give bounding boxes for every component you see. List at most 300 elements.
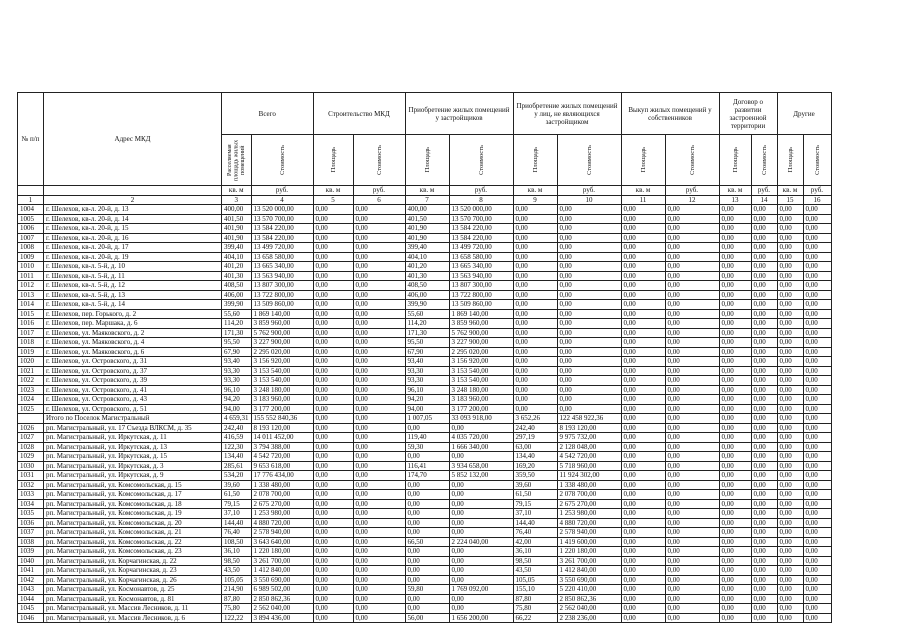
value-cell: 13 509 860,00 xyxy=(251,300,313,310)
value-cell: 0,00 xyxy=(557,328,621,338)
value-cell: 0,00 xyxy=(665,461,719,471)
value-cell: 0,00 xyxy=(751,309,777,319)
table-row xyxy=(18,499,832,509)
value-cell: 0,00 xyxy=(665,290,719,300)
row-number-cell: 1038 xyxy=(18,537,44,547)
address-cell: г. Шелехов, ул. Островского, д. 43 xyxy=(44,395,222,405)
address-cell: рп. Магистральный, ул. Иркутская, д. 15 xyxy=(44,452,222,462)
address-cell: рп. Магистральный, ул. Комсомольская, д. 22 xyxy=(44,537,222,547)
value-cell: 3 227 900,00 xyxy=(449,338,513,348)
value-cell: 13 520 000,00 xyxy=(251,205,313,215)
value-cell: 13 658 580,00 xyxy=(449,252,513,262)
value-cell: 13 570 700,00 xyxy=(251,214,313,224)
value-cell: 0,00 xyxy=(777,404,803,414)
table-row xyxy=(18,556,832,566)
value-cell: 0,00 xyxy=(313,319,353,329)
value-cell: 0,00 xyxy=(665,243,719,253)
value-cell: 0,00 xyxy=(405,566,449,576)
value-cell: 0,00 xyxy=(513,385,557,395)
value-cell: 0,00 xyxy=(665,423,719,433)
value-cell: 0,00 xyxy=(513,224,557,234)
column-number: 11 xyxy=(621,195,665,205)
subheader-area-text: Площадь xyxy=(731,147,739,173)
value-cell: 0,00 xyxy=(803,613,831,623)
row-number-cell: 1005 xyxy=(18,214,44,224)
value-cell: 0,00 xyxy=(513,328,557,338)
value-cell: 0,00 xyxy=(513,290,557,300)
subheader-cost xyxy=(353,135,405,186)
value-cell: 0,00 xyxy=(751,328,777,338)
value-cell: 0,00 xyxy=(557,366,621,376)
value-cell: 169,20 xyxy=(513,461,557,471)
address-cell: рп. Магистральный, ул. 17 Съезда ВЛКСМ, д. 35 xyxy=(44,423,222,433)
value-cell: 0,00 xyxy=(513,262,557,272)
value-cell: 3 261 700,00 xyxy=(251,556,313,566)
value-cell: 0,00 xyxy=(557,233,621,243)
value-cell: 3 652,26 xyxy=(513,414,557,424)
table-row xyxy=(18,575,832,585)
value-cell: 0,00 xyxy=(513,366,557,376)
value-cell: 8 193 120,00 xyxy=(557,423,621,433)
value-cell: 0,00 xyxy=(803,395,831,405)
value-cell: 0,00 xyxy=(313,433,353,443)
value-cell: 0,00 xyxy=(777,604,803,614)
value-cell: 0,00 xyxy=(449,575,513,585)
address-cell: г. Шелехов, ул. Маяковского, д. 2 xyxy=(44,328,222,338)
table-row xyxy=(18,347,832,357)
value-cell: 39,60 xyxy=(222,480,252,490)
value-cell: 0,00 xyxy=(751,566,777,576)
value-cell: 1 253 980,00 xyxy=(251,509,313,519)
unit-area: кв. м xyxy=(513,186,557,196)
value-cell: 401,30 xyxy=(222,271,252,281)
value-cell: 408,50 xyxy=(222,281,252,291)
value-cell: 0,00 xyxy=(621,518,665,528)
value-cell: 0,00 xyxy=(665,433,719,443)
value-cell: 79,15 xyxy=(222,499,252,509)
value-cell: 1 419 600,00 xyxy=(557,537,621,547)
value-cell: 59,80 xyxy=(405,585,449,595)
row-number-cell: 1039 xyxy=(18,547,44,557)
value-cell: 0,00 xyxy=(353,537,405,547)
value-cell: 0,00 xyxy=(313,594,353,604)
value-cell: 0,00 xyxy=(513,347,557,357)
row-number-cell: 1007 xyxy=(18,233,44,243)
value-cell: 155,10 xyxy=(513,585,557,595)
value-cell: 0,00 xyxy=(313,233,353,243)
value-cell: 0,00 xyxy=(621,262,665,272)
value-cell: 0,00 xyxy=(313,461,353,471)
value-cell: 13 584 220,00 xyxy=(449,233,513,243)
row-number-cell: 1019 xyxy=(18,347,44,357)
value-cell: 0,00 xyxy=(803,433,831,443)
row-number-cell: 1016 xyxy=(18,319,44,329)
value-cell: 0,00 xyxy=(353,205,405,215)
value-cell: 401,90 xyxy=(405,224,449,234)
value-cell: 0,00 xyxy=(353,214,405,224)
value-cell: 0,00 xyxy=(557,271,621,281)
value-cell: 2 578 940,00 xyxy=(557,528,621,538)
value-cell: 401,90 xyxy=(222,233,252,243)
value-cell: 0,00 xyxy=(777,471,803,481)
unit-rub: руб. xyxy=(353,186,405,196)
value-cell: 36,10 xyxy=(513,547,557,557)
value-cell: 0,00 xyxy=(777,452,803,462)
value-cell: 0,00 xyxy=(621,366,665,376)
address-cell: г. Шелехов, ул. Островского, д. 51 xyxy=(44,404,222,414)
value-cell: 96,10 xyxy=(405,385,449,395)
value-cell: 0,00 xyxy=(751,575,777,585)
value-cell: 0,00 xyxy=(777,366,803,376)
value-cell: 1 666 340,00 xyxy=(449,442,513,452)
subheader-area xyxy=(313,135,353,186)
value-cell: 0,00 xyxy=(313,423,353,433)
value-cell: 0,00 xyxy=(751,252,777,262)
value-cell: 0,00 xyxy=(557,224,621,234)
table-row xyxy=(18,604,832,614)
value-cell: 0,00 xyxy=(803,205,831,215)
value-cell: 534,20 xyxy=(222,471,252,481)
value-cell: 0,00 xyxy=(777,205,803,215)
value-cell: 0,00 xyxy=(751,205,777,215)
value-cell: 0,00 xyxy=(313,613,353,623)
unit-rub: руб. xyxy=(751,186,777,196)
value-cell: 0,00 xyxy=(665,528,719,538)
column-number: 9 xyxy=(513,195,557,205)
value-cell: 0,00 xyxy=(405,556,449,566)
value-cell: 0,00 xyxy=(803,490,831,500)
value-cell: 0,00 xyxy=(803,556,831,566)
value-cell: 79,15 xyxy=(513,499,557,509)
table-row xyxy=(18,233,832,243)
value-cell: 0,00 xyxy=(353,528,405,538)
value-cell: 0,00 xyxy=(665,442,719,452)
row-number-cell: 1015 xyxy=(18,309,44,319)
address-cell: г. Шелехов, ул. Островского, д. 37 xyxy=(44,366,222,376)
value-cell: 0,00 xyxy=(513,214,557,224)
table-row xyxy=(18,290,832,300)
value-cell: 0,00 xyxy=(313,499,353,509)
value-cell: 0,00 xyxy=(353,300,405,310)
row-number-cell: 1008 xyxy=(18,243,44,253)
value-cell: 37,10 xyxy=(222,509,252,519)
value-cell: 13 584 220,00 xyxy=(251,233,313,243)
table-row xyxy=(18,509,832,519)
row-number-cell: 1042 xyxy=(18,575,44,585)
header-group-development-agreement: Договор о развитии застроенной территории xyxy=(719,93,777,135)
value-cell: 0,00 xyxy=(777,214,803,224)
value-cell: 0,00 xyxy=(621,575,665,585)
value-cell: 0,00 xyxy=(777,385,803,395)
address-cell: рп. Магистральный, ул. Комсомольская, д. 15 xyxy=(44,480,222,490)
value-cell: 0,00 xyxy=(353,243,405,253)
value-cell: 0,00 xyxy=(405,452,449,462)
value-cell: 0,00 xyxy=(719,490,751,500)
value-cell: 0,00 xyxy=(313,281,353,291)
value-cell: 2 675 270,00 xyxy=(557,499,621,509)
address-cell: г. Шелехов, ул. Островского, д. 39 xyxy=(44,376,222,386)
value-cell: 0,00 xyxy=(751,347,777,357)
value-cell: 0,00 xyxy=(751,613,777,623)
table-row xyxy=(18,585,832,595)
value-cell: 0,00 xyxy=(621,414,665,424)
value-cell: 0,00 xyxy=(803,594,831,604)
address-cell: рп. Магистральный, ул. Иркутская, д. 3 xyxy=(44,461,222,471)
value-cell: 0,00 xyxy=(621,566,665,576)
subheader-cost xyxy=(557,135,621,186)
header-group-construction: Строительство МКД xyxy=(313,93,405,135)
value-cell: 0,00 xyxy=(353,471,405,481)
value-cell: 0,00 xyxy=(665,556,719,566)
value-cell: 0,00 xyxy=(665,452,719,462)
row-number-cell: 1011 xyxy=(18,271,44,281)
value-cell: 4 659,31 xyxy=(222,414,252,424)
value-cell: 0,00 xyxy=(719,518,751,528)
value-cell: 0,00 xyxy=(719,338,751,348)
value-cell: 67,90 xyxy=(222,347,252,357)
value-cell: 0,00 xyxy=(803,499,831,509)
unit-area: кв. м xyxy=(719,186,751,196)
row-number-cell: 1014 xyxy=(18,300,44,310)
row-number-cell xyxy=(18,414,44,424)
value-cell: 0,00 xyxy=(803,376,831,386)
value-cell: 0,00 xyxy=(621,423,665,433)
value-cell: 0,00 xyxy=(777,566,803,576)
value-cell: 0,00 xyxy=(665,214,719,224)
value-cell: 406,00 xyxy=(405,290,449,300)
value-cell: 0,00 xyxy=(719,357,751,367)
value-cell: 0,00 xyxy=(353,490,405,500)
value-cell: 416,59 xyxy=(222,433,252,443)
value-cell: 0,00 xyxy=(513,205,557,215)
value-cell: 0,00 xyxy=(665,252,719,262)
value-cell: 0,00 xyxy=(777,290,803,300)
value-cell: 13 509 860,00 xyxy=(449,300,513,310)
value-cell: 0,00 xyxy=(313,347,353,357)
table-row xyxy=(18,528,832,538)
column-number: 8 xyxy=(449,195,513,205)
value-cell: 3 859 960,00 xyxy=(251,319,313,329)
address-cell: г. Шелехов, ул. Маяковского, д. 4 xyxy=(44,338,222,348)
value-cell: 13 563 940,00 xyxy=(251,271,313,281)
value-cell: 36,10 xyxy=(222,547,252,557)
row-number-cell: 1023 xyxy=(18,385,44,395)
value-cell: 0,00 xyxy=(719,423,751,433)
value-cell: 0,00 xyxy=(803,518,831,528)
value-cell: 401,90 xyxy=(405,233,449,243)
value-cell: 61,50 xyxy=(222,490,252,500)
value-cell: 0,00 xyxy=(353,281,405,291)
value-cell: 0,00 xyxy=(405,509,449,519)
value-cell: 0,00 xyxy=(665,585,719,595)
value-cell: 0,00 xyxy=(777,490,803,500)
column-numbers-row xyxy=(18,195,832,205)
value-cell: 155 552 840,36 xyxy=(251,414,313,424)
value-cell: 144,40 xyxy=(222,518,252,528)
value-cell: 0,00 xyxy=(803,300,831,310)
value-cell: 0,00 xyxy=(719,328,751,338)
value-cell: 0,00 xyxy=(777,518,803,528)
value-cell: 0,00 xyxy=(557,290,621,300)
value-cell: 0,00 xyxy=(751,271,777,281)
value-cell: 4 880 720,00 xyxy=(251,518,313,528)
address-cell: рп. Магистральный, ул. Корчагинская, д. 26 xyxy=(44,575,222,585)
value-cell: 66,22 xyxy=(513,613,557,623)
value-cell: 0,00 xyxy=(313,376,353,386)
table-row xyxy=(18,319,832,329)
subheader-cost-text: Стоимость xyxy=(585,145,593,175)
row-number-cell: 1036 xyxy=(18,518,44,528)
value-cell: 0,00 xyxy=(665,366,719,376)
value-cell: 3 153 540,00 xyxy=(449,366,513,376)
address-cell: рп. Магистральный, ул. Комсомольская, д. 18 xyxy=(44,499,222,509)
value-cell: 0,00 xyxy=(313,604,353,614)
value-cell: 0,00 xyxy=(751,300,777,310)
value-cell: 0,00 xyxy=(621,604,665,614)
value-cell: 1 412 840,00 xyxy=(251,566,313,576)
value-cell: 0,00 xyxy=(621,319,665,329)
table-row xyxy=(18,224,832,234)
value-cell: 0,00 xyxy=(719,309,751,319)
value-cell: 0,00 xyxy=(665,537,719,547)
value-cell: 0,00 xyxy=(353,385,405,395)
unit-area: кв. м xyxy=(313,186,353,196)
row-number-cell: 1010 xyxy=(18,262,44,272)
value-cell: 0,00 xyxy=(665,271,719,281)
value-cell: 0,00 xyxy=(405,594,449,604)
value-cell: 122,22 xyxy=(222,613,252,623)
value-cell: 214,90 xyxy=(222,585,252,595)
value-cell: 13 563 940,00 xyxy=(449,271,513,281)
address-cell: рп. Магистральный, ул. Иркутская, д. 11 xyxy=(44,433,222,443)
value-cell: 3 183 960,00 xyxy=(449,395,513,405)
value-cell: 0,00 xyxy=(751,262,777,272)
value-cell: 0,00 xyxy=(803,214,831,224)
value-cell: 0,00 xyxy=(777,594,803,604)
value-cell: 1 220 180,00 xyxy=(557,547,621,557)
value-cell: 0,00 xyxy=(719,262,751,272)
unit-area: кв. м xyxy=(405,186,449,196)
value-cell: 95,50 xyxy=(405,338,449,348)
row-number-cell: 1035 xyxy=(18,509,44,519)
value-cell: 96,10 xyxy=(222,385,252,395)
column-number: 16 xyxy=(803,195,831,205)
value-cell: 0,00 xyxy=(777,357,803,367)
value-cell: 0,00 xyxy=(719,594,751,604)
value-cell: 0,00 xyxy=(665,385,719,395)
value-cell: 0,00 xyxy=(513,357,557,367)
value-cell: 0,00 xyxy=(777,252,803,262)
value-cell: 0,00 xyxy=(777,243,803,253)
value-cell: 0,00 xyxy=(665,376,719,386)
address-cell: г. Шелехов, кв-л. 5-й, д. 10 xyxy=(44,262,222,272)
value-cell: 93,30 xyxy=(405,366,449,376)
row-number-cell: 1033 xyxy=(18,490,44,500)
value-cell: 0,00 xyxy=(621,480,665,490)
value-cell: 94,00 xyxy=(222,404,252,414)
row-number-cell: 1045 xyxy=(18,604,44,614)
value-cell: 0,00 xyxy=(751,585,777,595)
value-cell: 400,00 xyxy=(405,205,449,215)
value-cell: 0,00 xyxy=(777,347,803,357)
value-cell: 0,00 xyxy=(777,281,803,291)
value-cell: 0,00 xyxy=(313,518,353,528)
value-cell: 0,00 xyxy=(665,347,719,357)
value-cell: 0,00 xyxy=(621,547,665,557)
value-cell: 13 665 340,00 xyxy=(251,262,313,272)
value-cell: 0,00 xyxy=(803,461,831,471)
value-cell: 0,00 xyxy=(621,243,665,253)
unit-rub: руб. xyxy=(449,186,513,196)
value-cell: 1 338 480,00 xyxy=(557,480,621,490)
subheader-area-text: Площадь xyxy=(531,147,539,173)
resettlement-table xyxy=(17,92,832,623)
value-cell: 42,00 xyxy=(513,537,557,547)
value-cell: 0,00 xyxy=(803,385,831,395)
value-cell: 0,00 xyxy=(353,509,405,519)
value-cell: 0,00 xyxy=(665,300,719,310)
value-cell: 0,00 xyxy=(777,528,803,538)
subheader-area xyxy=(777,135,803,186)
value-cell: 13 584 220,00 xyxy=(251,224,313,234)
value-cell: 2 850 862,36 xyxy=(557,594,621,604)
value-cell: 0,00 xyxy=(405,423,449,433)
value-cell: 0,00 xyxy=(513,271,557,281)
value-cell: 0,00 xyxy=(353,338,405,348)
table-row xyxy=(18,461,832,471)
value-cell: 43,50 xyxy=(513,566,557,576)
value-cell: 0,00 xyxy=(777,319,803,329)
value-cell: 0,00 xyxy=(621,252,665,262)
value-cell: 3 153 540,00 xyxy=(251,376,313,386)
value-cell: 0,00 xyxy=(313,338,353,348)
value-cell: 401,50 xyxy=(405,214,449,224)
value-cell: 0,00 xyxy=(405,480,449,490)
value-cell: 0,00 xyxy=(803,414,831,424)
value-cell: 2 078 700,00 xyxy=(251,490,313,500)
value-cell: 0,00 xyxy=(665,414,719,424)
value-cell: 8 193 120,00 xyxy=(251,423,313,433)
value-cell: 0,00 xyxy=(353,575,405,585)
value-cell: 1 412 840,00 xyxy=(557,566,621,576)
value-cell: 0,00 xyxy=(557,252,621,262)
value-cell: 0,00 xyxy=(751,594,777,604)
column-number: 12 xyxy=(665,195,719,205)
header-number: № п/п xyxy=(18,93,44,186)
value-cell: 0,00 xyxy=(621,452,665,462)
value-cell: 0,00 xyxy=(777,376,803,386)
subheader-area xyxy=(513,135,557,186)
value-cell: 0,00 xyxy=(719,442,751,452)
value-cell: 11 924 302,00 xyxy=(557,471,621,481)
document-page xyxy=(17,92,832,623)
value-cell: 17 776 434,00 xyxy=(251,471,313,481)
value-cell: 0,00 xyxy=(353,290,405,300)
unit-rub: руб. xyxy=(803,186,831,196)
value-cell: 0,00 xyxy=(719,290,751,300)
table-row xyxy=(18,214,832,224)
value-cell: 0,00 xyxy=(557,205,621,215)
value-cell: 0,00 xyxy=(665,547,719,557)
value-cell: 0,00 xyxy=(313,509,353,519)
value-cell: 0,00 xyxy=(313,290,353,300)
value-cell: 0,00 xyxy=(557,395,621,405)
address-cell: рп. Магистральный, ул. Корчагинская, д. 22 xyxy=(44,556,222,566)
value-cell: 0,00 xyxy=(665,471,719,481)
table-body xyxy=(18,205,832,623)
value-cell: 0,00 xyxy=(353,395,405,405)
value-cell: 0,00 xyxy=(313,224,353,234)
